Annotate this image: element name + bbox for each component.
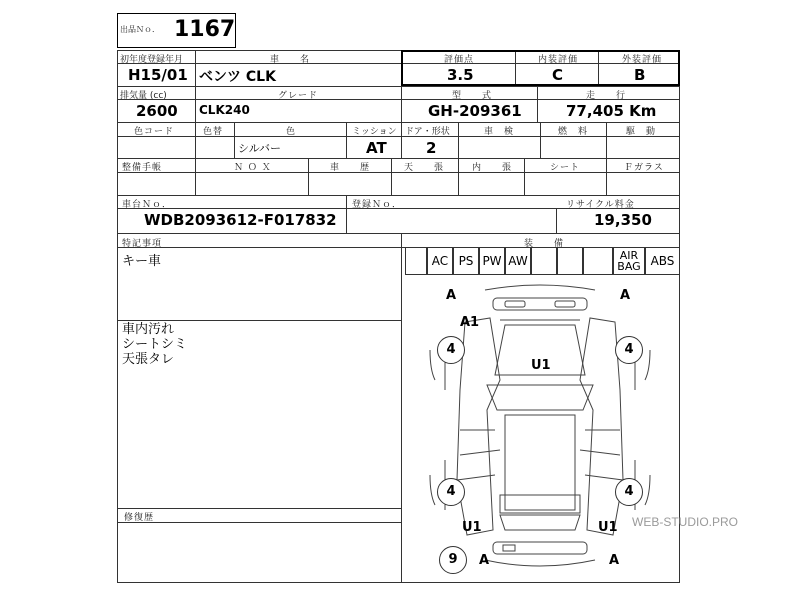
mileage-label: 走 行: [586, 91, 627, 101]
equipment-ps: PS: [453, 247, 479, 275]
mark-a1-hood: A1: [460, 315, 480, 330]
color-value: シルバー: [238, 142, 281, 155]
spare-tire: 9: [439, 546, 467, 574]
lot-number: 1167: [174, 17, 236, 42]
airbag-line: AIR: [619, 249, 639, 262]
watermark: WEB-STUDIO.PRO: [632, 515, 739, 529]
reg-no-label: 登録Ｎｏ．: [352, 200, 403, 210]
interior-label: 内装評価: [538, 55, 579, 65]
color-change-label: 色替: [203, 127, 224, 137]
front-bumper-shape: [493, 298, 587, 310]
fuel-label: 燃 料: [558, 127, 589, 137]
mark-a-rear-right: A: [609, 553, 620, 568]
score-value: 3.5: [447, 66, 474, 84]
color-code-label: 色コード: [134, 127, 175, 137]
chassis-value: WDB2093612-F017832: [144, 211, 337, 229]
repair-history-label: 修復歴: [124, 513, 155, 523]
model-value: GH-209361: [428, 102, 522, 120]
seat-label: シート: [550, 163, 581, 173]
inspection-label: 車 検: [484, 127, 515, 137]
first-reg-label: 初年度登録年月: [120, 55, 184, 65]
score-label: 評価点: [444, 55, 475, 65]
chassis-label: 車台Ｎｏ．: [122, 200, 173, 210]
mileage-value: 77,405 Km: [566, 102, 657, 120]
remark-line: 車内汚れ: [122, 322, 175, 337]
wheel-left-front: 4: [437, 336, 465, 364]
rear-outline-shape: [485, 560, 595, 566]
displacement-value: 2600: [136, 102, 178, 120]
color-label: 色: [286, 127, 297, 137]
mark-u1-rear-left: U1: [462, 520, 482, 535]
mark-a-front-left: A: [446, 288, 457, 303]
lot-number-label: 出品Ｎｏ．: [120, 25, 160, 34]
model-label: 型 式: [452, 91, 493, 101]
recycle-value: 19,350: [594, 211, 652, 229]
equipment-pw: PW: [479, 247, 505, 275]
remark-line: シートシミ: [122, 337, 188, 352]
remarks-label: 特記事項: [122, 239, 163, 249]
equipment-abs: ABS: [645, 247, 680, 275]
first-reg-value: H15/01: [128, 66, 188, 84]
roof-label: 天 張: [404, 163, 445, 173]
equipment-cell-blank: [583, 247, 613, 275]
nox-label: Ｎ Ｏ Ｘ: [234, 163, 272, 173]
equipment-cell-blank: [531, 247, 557, 275]
roof-shape: [487, 385, 593, 410]
mission-value: AT: [366, 139, 387, 157]
equipment-cell-blank: [557, 247, 583, 275]
interior-value: C: [552, 66, 564, 84]
rear-bumper-shape: [493, 542, 587, 554]
wheel-right-front: 4: [615, 336, 643, 364]
recycle-label: リサイクル料金: [566, 200, 635, 210]
grade-value: CLK240: [199, 103, 250, 117]
maint-label: 整備手帳: [122, 163, 163, 173]
airbag-line: BAG: [617, 260, 641, 273]
front-outline-shape: [485, 285, 595, 290]
doors-value: 2: [426, 139, 437, 157]
mark-u1-center: U1: [531, 358, 551, 373]
exterior-label: 外装評価: [622, 55, 663, 65]
remark-line: 天張タレ: [122, 352, 175, 367]
equipment-aw: AW: [505, 247, 531, 275]
exterior-value: B: [634, 66, 646, 84]
mark-a-rear-left: A: [479, 553, 490, 568]
car-damage-diagram: [405, 280, 675, 580]
equipment-label: 装 備: [524, 239, 565, 249]
mark-a-front-right: A: [620, 288, 631, 303]
key-note: キー車: [122, 254, 162, 269]
drive-label: 駆 動: [626, 127, 657, 137]
car-name-label: 車 名: [270, 55, 311, 65]
equipment-airbag: [613, 247, 645, 275]
mission-label: ミッション: [352, 127, 397, 137]
grade-label: グレード: [278, 91, 319, 101]
wheel-left-rear: 4: [437, 478, 465, 506]
interior-trim-label: 内 張: [472, 163, 513, 173]
displacement-label: 排気量 (cc): [120, 91, 167, 101]
cabin-shape: [505, 415, 575, 510]
mark-u1-rear-right: U1: [598, 520, 618, 535]
car-name-value: ベンツ CLK: [199, 69, 276, 85]
history-label: 車 歴: [330, 163, 371, 173]
doors-label: ドア・形状: [405, 127, 450, 137]
wheel-right-rear: 4: [615, 478, 643, 506]
equipment-cell-blank: [405, 247, 427, 275]
f-glass-label: Ｆガラス: [624, 163, 664, 173]
trunk-shape: [500, 515, 580, 530]
equipment-ac: AC: [427, 247, 453, 275]
